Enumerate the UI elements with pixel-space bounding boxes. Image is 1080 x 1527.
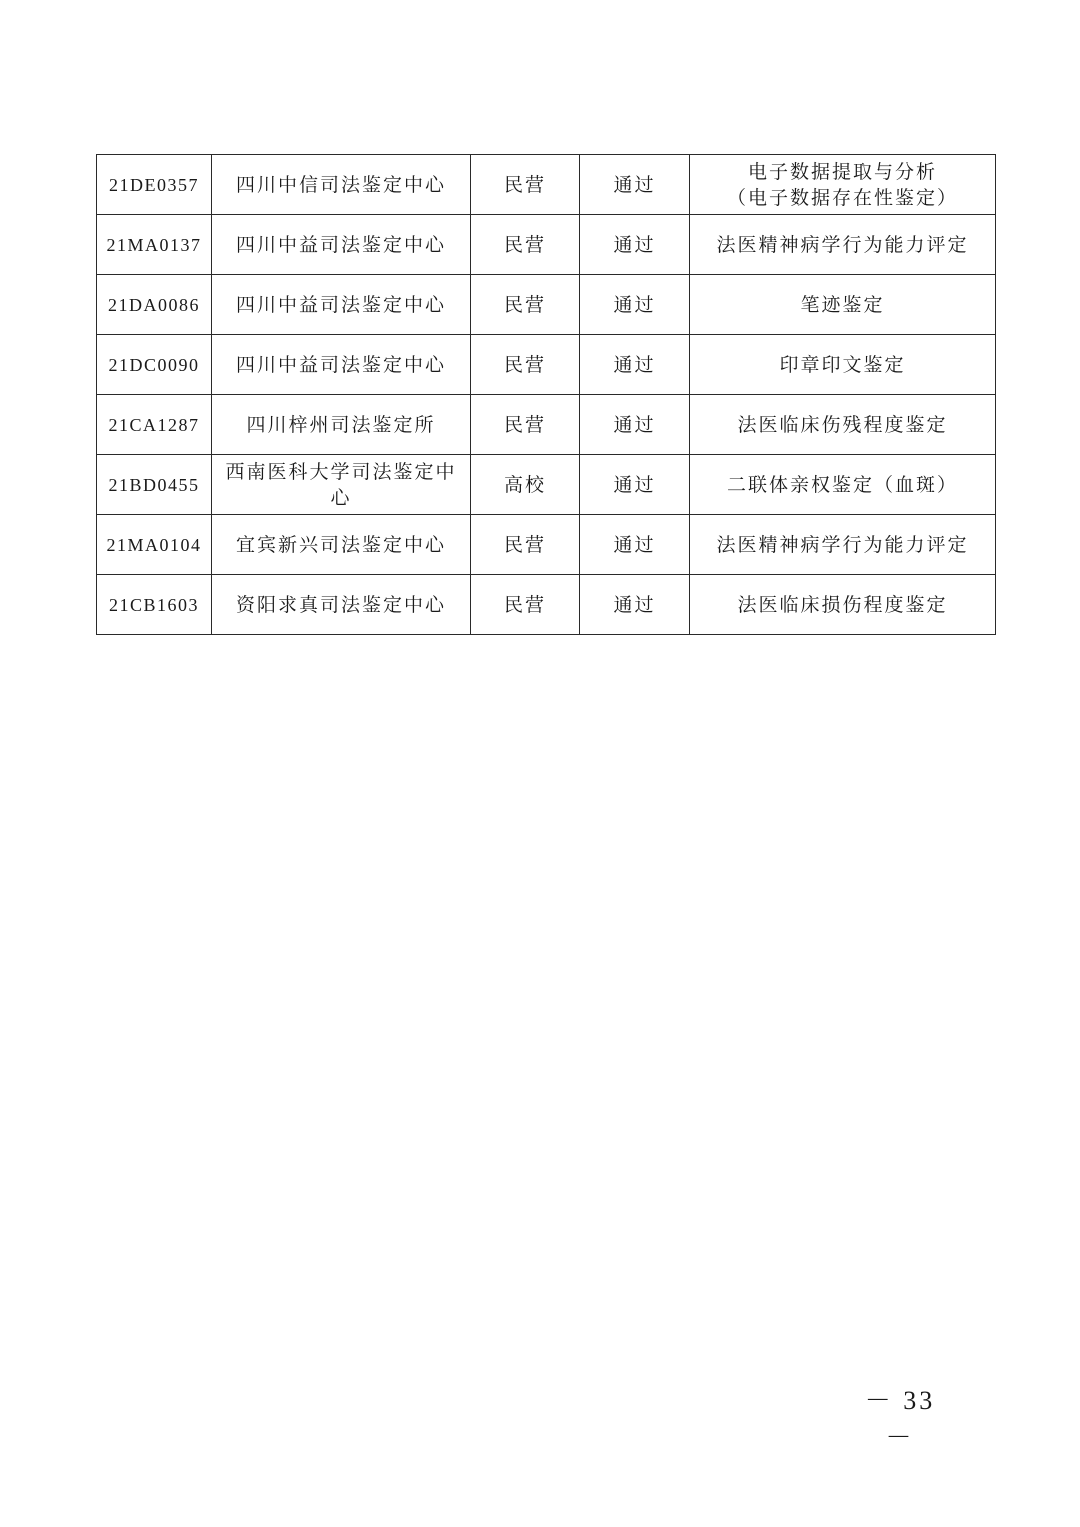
cell-item [690,215,996,275]
item-line: 法医临床损伤程度鉴定 [737,593,948,616]
cell-result: 通过 [580,515,690,575]
cell-item [690,395,996,455]
cell-institution: 资阳求真司法鉴定中心 [212,575,471,635]
item-line: 印章印文鉴定 [779,353,906,376]
cell-result: 通过 [580,335,690,395]
cell-item [690,455,996,515]
cell-code: 21DA0086 [97,275,212,335]
cell-result: 通过 [580,215,690,275]
cell-code: 21MA0104 [97,515,212,575]
cell-type: 高校 [471,455,580,515]
cell-result: 通过 [580,575,690,635]
item-line: 电子数据提取与分析 [747,160,937,183]
cell-code: 21DC0090 [97,335,212,395]
cell-item [690,275,996,335]
cell-institution: 四川中益司法鉴定中心 [212,215,471,275]
cell-result: 通过 [580,275,690,335]
table-row [97,455,996,515]
item-line: 二联体亲权鉴定（血斑） [726,473,958,496]
item-line: （电子数据存在性鉴定） [726,186,958,209]
cell-institution: 四川梓州司法鉴定所 [212,395,471,455]
table-row [97,515,996,575]
table-body [97,155,996,635]
item-line: 笔迹鉴定 [800,293,885,316]
table-row [97,215,996,275]
cell-item [690,155,996,215]
cell-code: 21DE0357 [97,155,212,215]
item-line: 法医临床伤残程度鉴定 [737,413,948,436]
cell-result: 通过 [580,155,690,215]
cell-institution: 四川中信司法鉴定中心 [212,155,471,215]
cell-item [690,575,996,635]
cell-code: 21CB1603 [97,575,212,635]
item-line: 法医精神病学行为能力评定 [716,533,969,556]
cell-type: 民营 [471,215,580,275]
cell-institution: 四川中益司法鉴定中心 [212,275,471,335]
cell-type: 民营 [471,575,580,635]
cell-institution: 四川中益司法鉴定中心 [212,335,471,395]
cell-item [690,515,996,575]
cell-item [690,335,996,395]
appraisal-table [96,154,996,635]
cell-type: 民营 [471,515,580,575]
cell-code: 21BD0455 [97,455,212,515]
cell-type: 民营 [471,335,580,395]
table-row [97,335,996,395]
cell-type: 民营 [471,275,580,335]
cell-type: 民营 [471,395,580,455]
cell-institution: 西南医科大学司法鉴定中心 [212,455,471,515]
item-line: 法医精神病学行为能力评定 [716,233,969,256]
cell-result: 通过 [580,395,690,455]
table-row [97,575,996,635]
table-row [97,155,996,215]
cell-code: 21MA0137 [97,215,212,275]
table-row [97,275,996,335]
cell-result: 通过 [580,455,690,515]
table-row [97,395,996,455]
cell-type: 民营 [471,155,580,215]
cell-code: 21CA1287 [97,395,212,455]
cell-institution: 宜宾新兴司法鉴定中心 [212,515,471,575]
page-number: － 33 － [864,1386,936,1452]
